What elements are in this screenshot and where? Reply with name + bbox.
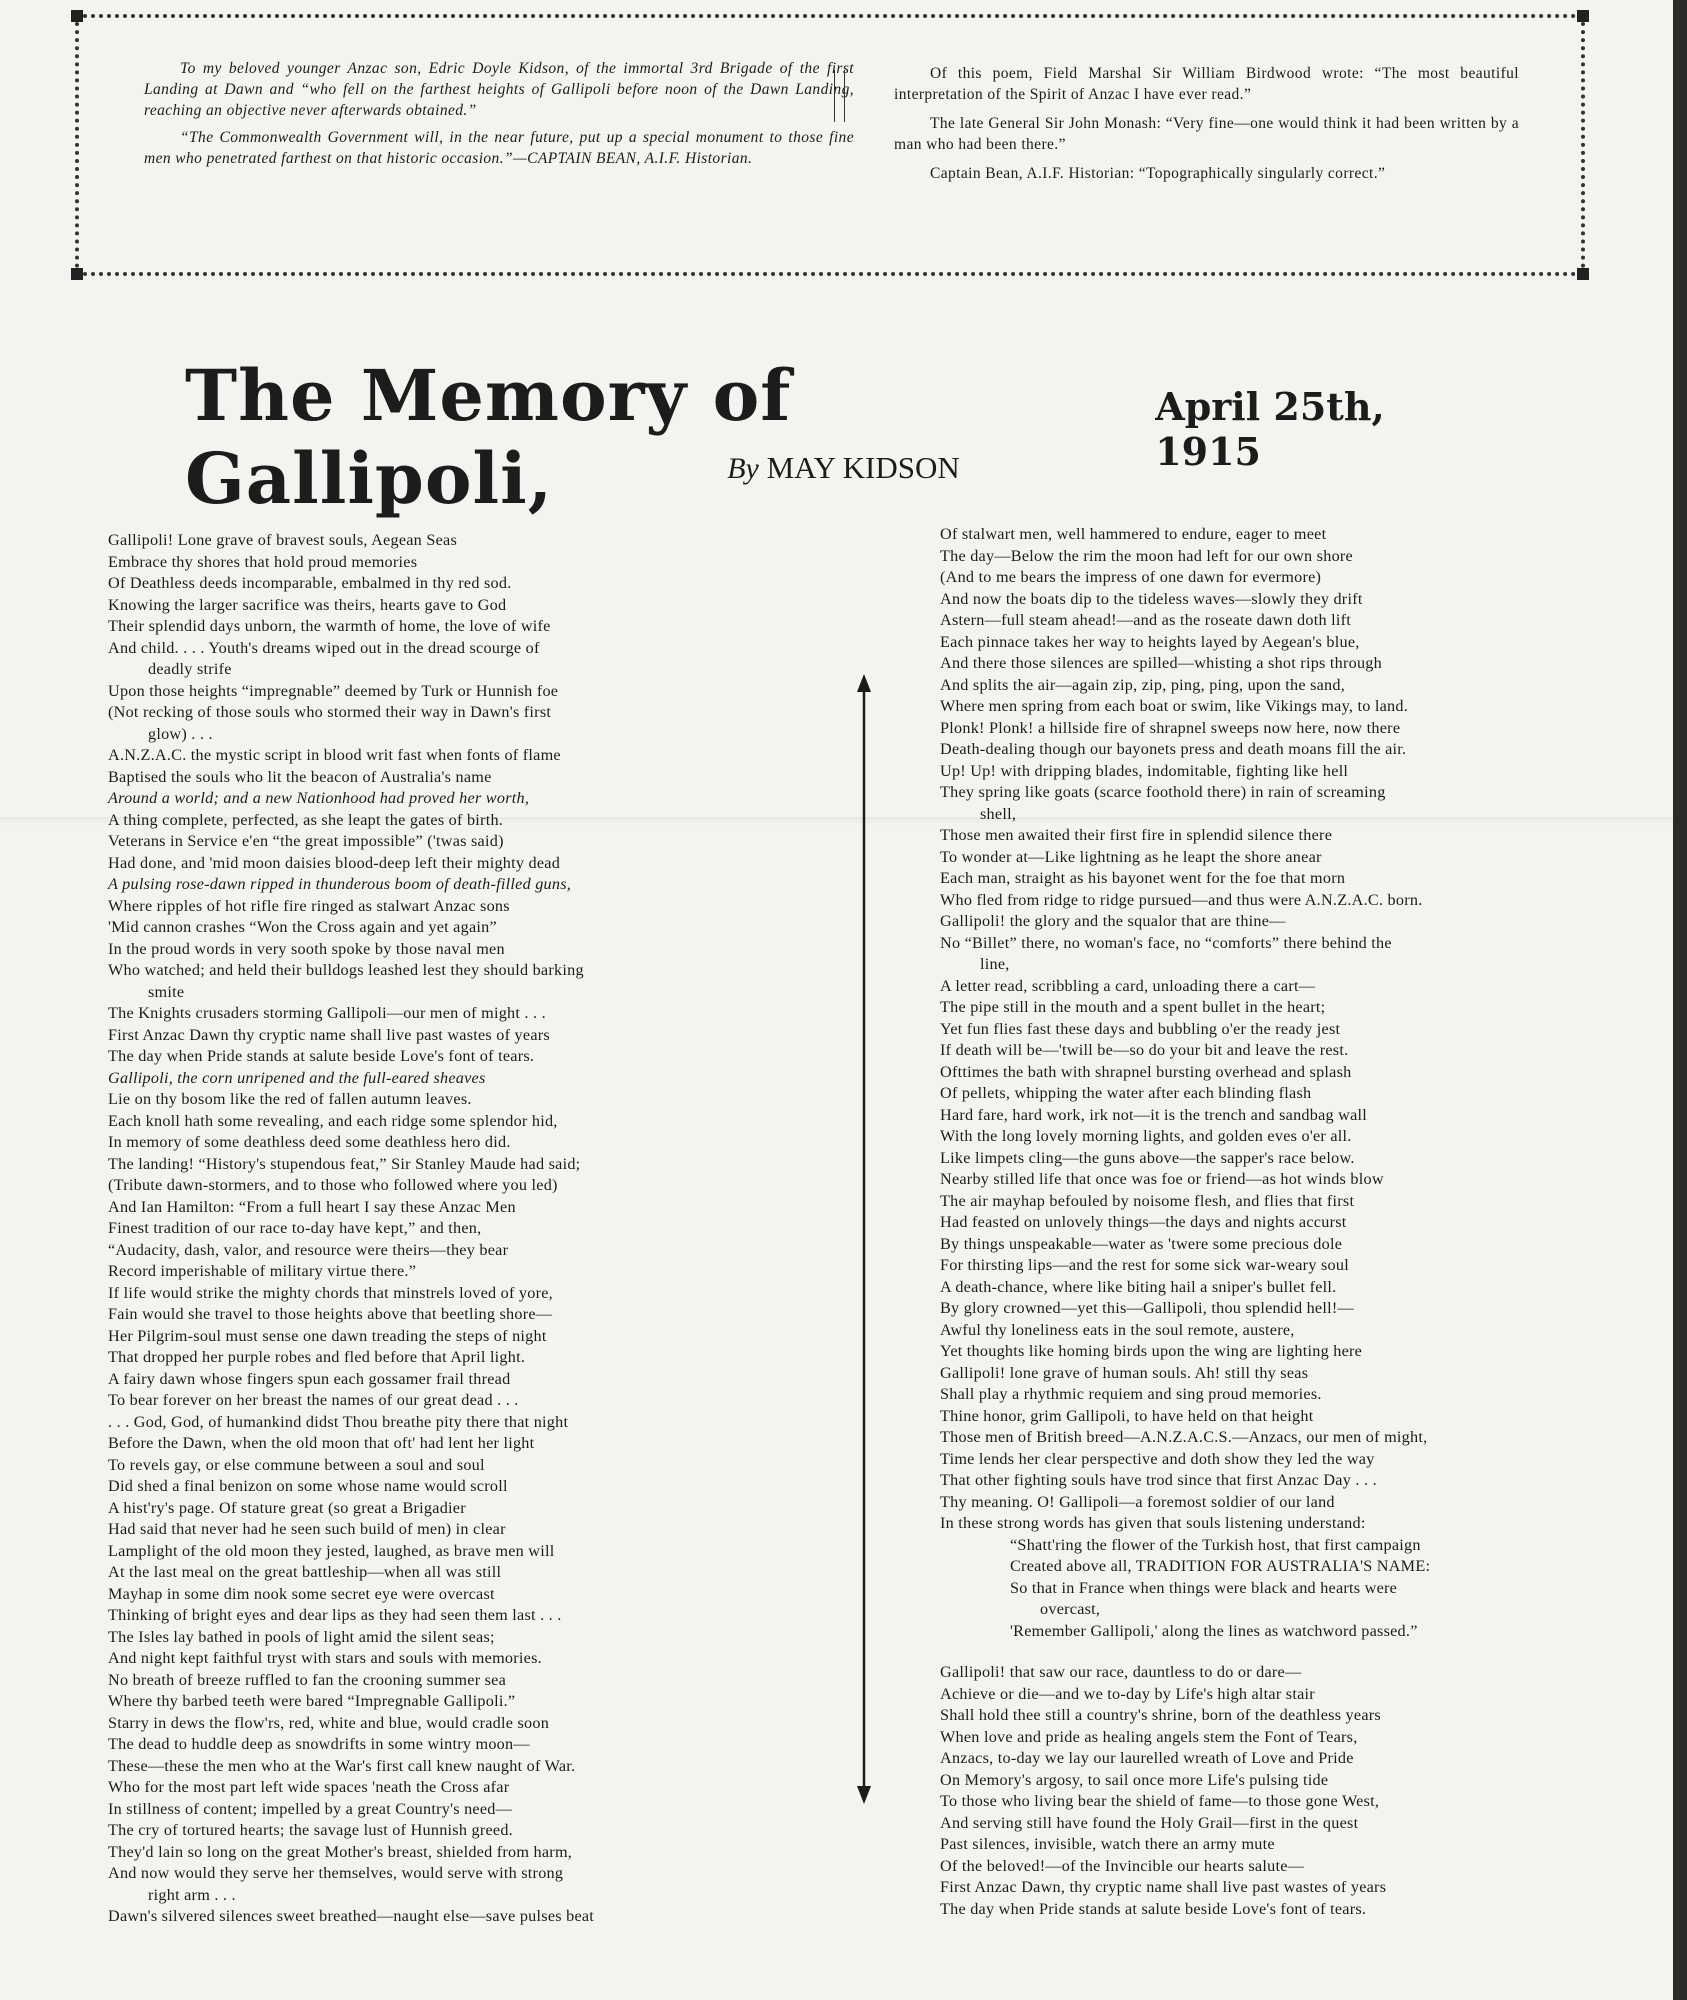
corner-mark bbox=[71, 10, 83, 22]
poem-line: Starry in dews the flow'rs, red, white and blue, would cradle soon bbox=[108, 1713, 550, 1732]
poem-line: And Ian Hamilton: “From a full heart I say these Anzac Men bbox=[108, 1197, 516, 1216]
page-title bbox=[185, 354, 1485, 520]
column-divider bbox=[856, 674, 872, 1804]
dedication-paragraph: “The Commonwealth Government will, in the near future, put up a special monument to those fine men who penetrated farthest on that historic occasion.”—CAPTAIN BEAN, A.I.F. Historian. bbox=[144, 129, 854, 167]
poem-line: Gallipoli! lone grave of human souls. Ah! still thy seas bbox=[940, 1363, 1309, 1382]
poem-line: Of stalwart men, well hammered to endure, eager to meet bbox=[940, 525, 1327, 543]
poem-line: And splits the air—again zip, zip, ping, ping, upon the sand, bbox=[940, 675, 1346, 694]
poem-line: They spring like goats (scarce foothold there) in rain of screaming bbox=[940, 783, 1386, 801]
poem-line: Around a world; and a new Nationhood had proved her worth, bbox=[108, 789, 530, 807]
poem-line: Those men awaited their first fire in splendid silence there bbox=[940, 826, 1333, 844]
title-main: The Memory of Gallipoli, bbox=[185, 354, 792, 520]
poem-line: Gallipoli! the glory and the squalor that are thine— bbox=[940, 912, 1286, 930]
poem-line: Shall hold thee still a country's shrine, born of the deathless years bbox=[940, 1706, 1381, 1724]
poem-line: Had done, and 'mid moon daisies blood-deep left their mighty dead bbox=[108, 853, 561, 872]
corner-mark bbox=[1577, 10, 1589, 22]
poem-line: To revels gay, or else commune between a soul and soul bbox=[108, 1455, 485, 1474]
poem-line: Past silences, invisible, watch there an army mute bbox=[940, 1835, 1275, 1853]
poem-line: At the last meal on the great battleship—when all was still bbox=[108, 1563, 502, 1581]
poem-line: Awful thy loneliness eats in the soul remote, austere, bbox=[940, 1320, 1295, 1339]
poem-line bbox=[940, 1642, 1630, 1662]
poem-line: (And to me bears the impress of one dawn for evermore) bbox=[940, 568, 1322, 586]
poem-line: . . . God, God, of humankind didst Thou breathe pity there that night bbox=[108, 1412, 569, 1431]
poem-line: Fain would she travel to those heights above that beetling shore— bbox=[108, 1305, 553, 1323]
poem-line: Gallipoli, the corn unripened and the full-eared sheaves bbox=[108, 1068, 486, 1087]
poem-column-right bbox=[940, 524, 1630, 1920]
poem-line: The pipe still in the mouth and a spent bullet in the heart; bbox=[940, 998, 1326, 1016]
poem-line: Record imperishable of military virtue there.” bbox=[108, 1262, 417, 1280]
poem-line: In the proud words in very sooth spoke by those naval men bbox=[108, 939, 505, 958]
byline-by: By bbox=[727, 452, 759, 485]
poem-line: These—these the men who at the War's first call knew naught of War. bbox=[108, 1756, 576, 1775]
poem-line: Time lends her clear perspective and doth show they led the way bbox=[940, 1449, 1375, 1468]
poem-line: The day when Pride stands at salute beside Love's font of tears. bbox=[108, 1047, 535, 1065]
endorsements bbox=[894, 63, 1519, 192]
endorsement-quote: Of this poem, Field Marshal Sir William Birdwood wrote: “The most beautiful interpretation of the Spirit of Anzac I have ever read.” bbox=[894, 65, 1519, 103]
poem-line: Each knoll hath some revealing, and each ridge some splendor hid, bbox=[108, 1111, 558, 1130]
header-box bbox=[75, 14, 1585, 276]
poem-line: On Memory's argosy, to sail once more Life's pulsing tide bbox=[940, 1770, 1329, 1789]
poem-line: glow) . . . bbox=[148, 724, 213, 743]
endorsement-quote: The late General Sir John Monash: “Very fine—one would think it had been written by a man who had been there.” bbox=[894, 115, 1519, 153]
poem-line: (Not recking of those souls who stormed their way in Dawn's first bbox=[108, 703, 552, 721]
poem-line: Created above all, TRADITION FOR AUSTRALIA'S NAME: bbox=[1010, 1557, 1431, 1575]
poem-line: Yet fun flies fast these days and bubbling o'er the ready jest bbox=[940, 1019, 1341, 1038]
poem-line: Of Deathless deeds incomparable, embalmed in thy red sod. bbox=[108, 574, 512, 592]
poem-line: The day when Pride stands at salute beside Love's font of tears. bbox=[940, 1899, 1367, 1918]
poem-line: If death will be—'twill be—so do your bit and leave the rest. bbox=[940, 1041, 1349, 1059]
poem-line: And now would they serve her themselves, would serve with strong bbox=[108, 1864, 564, 1882]
poem-line: Thy meaning. O! Gallipoli—a foremost soldier of our land bbox=[940, 1492, 1335, 1511]
poem-line: A.N.Z.A.C. the mystic script in blood writ fast when fonts of flame bbox=[108, 746, 561, 764]
poem-line: Who for the most part left wide spaces 'neath the Cross afar bbox=[108, 1778, 510, 1796]
poem-line: Where thy barbed teeth were bared “Impregnable Gallipoli.” bbox=[108, 1692, 516, 1710]
corner-mark bbox=[71, 268, 83, 280]
dedication bbox=[144, 58, 854, 169]
poem-line: Where ripples of hot rifle fire ringed as stalwart Anzac sons bbox=[108, 896, 510, 915]
poem-line: To those who living bear the shield of fame—to those gone West, bbox=[940, 1792, 1380, 1810]
poem-line: Hard fare, hard work, irk not—it is the trench and sandbag wall bbox=[940, 1105, 1368, 1124]
poem-line: Had said that never had he seen such build of men) in clear bbox=[108, 1520, 506, 1538]
poem-line: Who fled from ridge to ridge pursued—and thus were A.N.Z.A.C. born. bbox=[940, 890, 1423, 909]
title-date: April 25th, 1915 bbox=[1155, 384, 1385, 474]
poem-line: Their splendid days unborn, the warmth of home, the love of wife bbox=[108, 617, 551, 635]
poem-line: Veterans in Service e'en “the great impossible” ('twas said) bbox=[108, 832, 504, 850]
poem-line: First Anzac Dawn thy cryptic name shall live past wastes of years bbox=[108, 1025, 550, 1044]
header-separator bbox=[834, 70, 845, 122]
poem-line: Thinking of bright eyes and dear lips as they had seen them last . . . bbox=[108, 1606, 562, 1624]
poem-line: Ofttimes the bath with shrapnel bursting overhead and splash bbox=[940, 1062, 1352, 1081]
poem-line: Who watched; and held their bulldogs leashed lest they should barking bbox=[108, 961, 584, 979]
poem-line: For thirsting lips—and the rest for some sick war-weary soul bbox=[940, 1256, 1349, 1274]
poem-line: Did shed a final benizon on some whose name would scroll bbox=[108, 1477, 508, 1495]
byline-author: MAY KIDSON bbox=[766, 450, 960, 485]
poem-column-left bbox=[108, 530, 808, 1928]
poem-line: Gallipoli! that saw our race, dauntless to do or dare— bbox=[940, 1663, 1302, 1681]
poem-line: “Audacity, dash, valor, and resource were theirs—they bear bbox=[108, 1240, 509, 1259]
poem-line: Before the Dawn, when the old moon that oft' had lent her light bbox=[108, 1434, 535, 1452]
poem-line: overcast, bbox=[1040, 1600, 1101, 1618]
poem-line: 'Mid cannon crashes “Won the Cross again and yet again” bbox=[108, 918, 497, 936]
poem-line: And night kept faithful tryst with stars and souls with memories. bbox=[108, 1649, 542, 1667]
poem-line: The dead to huddle deep as snowdrifts in some wintry moon— bbox=[108, 1735, 530, 1753]
page-edge bbox=[1673, 0, 1687, 2000]
poem-line: Dawn's silvered silences sweet breathed—naught else—save pulses beat bbox=[108, 1907, 595, 1925]
poem-line: And now the boats dip to the tideless waves—slowly they drift bbox=[940, 589, 1363, 608]
poem-line: line, bbox=[980, 955, 1010, 973]
poem-line: Upon those heights “impregnable” deemed by Turk or Hunnish foe bbox=[108, 681, 559, 700]
poem-line: The cry of tortured hearts; the savage lust of Hunnish greed. bbox=[108, 1821, 513, 1839]
poem-line: Plonk! Plonk! a hillside fire of shrapnel sweeps now here, now there bbox=[940, 718, 1401, 737]
poem-line: Lamplight of the old moon they jested, laughed, as brave men will bbox=[108, 1541, 555, 1560]
poem-line: The landing! “History's stupendous feat,” Sir Stanley Maude had said; bbox=[108, 1154, 581, 1173]
poem-line: smite bbox=[148, 982, 185, 1001]
poem-line: Up! Up! with dripping blades, indomitable, fighting like hell bbox=[940, 761, 1349, 780]
endorsement-quote: Captain Bean, A.I.F. Historian: “Topographically singularly correct.” bbox=[930, 165, 1386, 182]
poem-line: Nearby stilled life that once was foe or friend—as hot winds blow bbox=[940, 1170, 1384, 1188]
poem-line: A pulsing rose-dawn ripped in thunderous boom of death-filled guns, bbox=[108, 875, 572, 893]
poem-line: A letter read, scribbling a card, unloading there a cart— bbox=[940, 976, 1316, 995]
poem-line: The air mayhap befouled by noisome flesh, and flies that first bbox=[940, 1191, 1355, 1210]
poem-line: Baptised the souls who lit the beacon of Australia's name bbox=[108, 767, 492, 786]
poem-line: Yet thoughts like homing birds upon the wing are lighting here bbox=[940, 1342, 1363, 1360]
poem-line: A death-chance, where like biting hail a sniper's bullet fell. bbox=[940, 1277, 1337, 1296]
poem-line: That other fighting souls have trod since that first Anzac Day . . . bbox=[940, 1471, 1377, 1489]
double-arrow-icon bbox=[856, 674, 872, 1804]
poem-line: By things unspeakable—water as 'twere some precious dole bbox=[940, 1234, 1343, 1253]
poem-line: 'Remember Gallipoli,' along the lines as watchword passed.” bbox=[1010, 1621, 1418, 1640]
poem-line: Gallipoli! Lone grave of bravest souls, Aegean Seas bbox=[108, 531, 457, 549]
poem-line: (Tribute dawn-stormers, and to those who followed where you led) bbox=[108, 1176, 558, 1194]
poem-line: Thine honor, grim Gallipoli, to have held on that height bbox=[940, 1406, 1314, 1425]
poem-line: No “Billet” there, no woman's face, no “comforts” there behind the bbox=[940, 933, 1392, 952]
dedication-paragraph: To my beloved younger Anzac son, Edric Doyle Kidson, of the immortal 3rd Brigade of the first Landing at Dawn and “who fell on the farthest heights of Gallipoli before noon of the Dawn Landing, reaching an objective never afterwards obtained.” bbox=[144, 60, 854, 119]
poem-line: A hist'ry's page. Of stature great (so great a Brigadier bbox=[108, 1498, 466, 1517]
poem-line: Finest tradition of our race to-day have kept,” and then, bbox=[108, 1219, 482, 1237]
poem-line: No breath of breeze ruffled to fan the crooning summer sea bbox=[108, 1670, 507, 1689]
poem-line: First Anzac Dawn, thy cryptic name shall live past wastes of years bbox=[940, 1878, 1387, 1896]
poem-line: Death-dealing though our bayonets press and death moans fill the air. bbox=[940, 740, 1407, 758]
poem-line: With the long lovely morning lights, and golden eves o'er all. bbox=[940, 1127, 1352, 1145]
poem-line: Like limpets cling—the guns above—the sapper's race below. bbox=[940, 1148, 1355, 1167]
poem-line: The day—Below the rim the moon had left for our own shore bbox=[940, 546, 1353, 565]
poem-line: In stillness of content; impelled by a great Country's need— bbox=[108, 1799, 513, 1818]
poem-line: A thing complete, perfected, as she leapt the gates of birth. bbox=[108, 810, 504, 829]
byline bbox=[0, 450, 1687, 486]
poem-line: They'd lain so long on the great Mother's breast, shielded from harm, bbox=[108, 1842, 573, 1861]
poem-line: Mayhap in some dim nook some secret eye were overcast bbox=[108, 1584, 495, 1603]
poem-line: Shall play a rhythmic requiem and sing proud memories. bbox=[940, 1385, 1322, 1403]
poem-line: Lie on thy bosom like the red of fallen autumn leaves. bbox=[108, 1090, 472, 1108]
poem-line: right arm . . . bbox=[148, 1885, 236, 1904]
poem-line: Of the beloved!—of the Invincible our hearts salute— bbox=[940, 1856, 1305, 1875]
poem-line: Of pellets, whipping the water after each blinding flash bbox=[940, 1084, 1312, 1102]
poem-line: To wonder at—Like lightning as he leapt the shore anear bbox=[940, 847, 1322, 866]
poem-line: Anzacs, to-day we lay our laurelled wreath of Love and Pride bbox=[940, 1749, 1354, 1767]
poem-line: If life would strike the mighty chords that minstrels loved of yore, bbox=[108, 1283, 553, 1302]
poem-line: A fairy dawn whose fingers spun each gossamer frail thread bbox=[108, 1369, 511, 1388]
poem-line: Her Pilgrim-soul must sense one dawn treading the steps of night bbox=[108, 1326, 547, 1345]
poem-line: “Shatt'ring the flower of the Turkish host, that first campaign bbox=[1010, 1535, 1421, 1554]
poem-line: In these strong words has given that souls listening understand: bbox=[940, 1514, 1366, 1532]
poem-line: Those men of British breed—A.N.Z.A.C.S.—Anzacs, our men of might, bbox=[940, 1428, 1428, 1446]
poem-line: That dropped her purple robes and fled before that April light. bbox=[108, 1348, 526, 1366]
poem-line: Had feasted on unlovely things—the days and nights accurst bbox=[940, 1213, 1347, 1231]
poem-line: Each man, straight as his bayonet went for the foe that morn bbox=[940, 869, 1346, 887]
poem-line: And child. . . . Youth's dreams wiped out in the dread scourge of bbox=[108, 638, 540, 657]
poem-line: The Knights crusaders storming Gallipoli—our men of might . . . bbox=[108, 1004, 546, 1022]
poem-line: So that in France when things were black and hearts were bbox=[1010, 1578, 1398, 1597]
poem-line: And there those silences are spilled—whisting a shot rips through bbox=[940, 654, 1382, 672]
poem-line: In memory of some deathless deed some deathless hero did. bbox=[108, 1133, 511, 1151]
corner-mark bbox=[1577, 268, 1589, 280]
poem-line: To bear forever on her breast the names of our great dead . . . bbox=[108, 1391, 519, 1409]
poem-line: The Isles lay bathed in pools of light amid the silent seas; bbox=[108, 1627, 495, 1646]
poem-line: shell, bbox=[980, 804, 1017, 823]
poem-line: By glory crowned—yet this—Gallipoli, thou splendid hell!— bbox=[940, 1299, 1354, 1317]
poem-line: Embrace thy shores that hold proud memories bbox=[108, 552, 418, 571]
poem-line: Astern—full steam ahead!—and as the roseate dawn doth lift bbox=[940, 611, 1351, 629]
poem-line: Where men spring from each boat or swim, like Vikings may, to land. bbox=[940, 697, 1409, 715]
poem-line: Knowing the larger sacrifice was theirs, hearts gave to God bbox=[108, 595, 507, 614]
poem-line: Each pinnace takes her way to heights layed by Aegean's blue, bbox=[940, 632, 1360, 651]
poem-line: Achieve or die—and we to-day by Life's high altar stair bbox=[940, 1684, 1315, 1703]
poem-line: And serving still have found the Holy Grail—first in the quest bbox=[940, 1813, 1359, 1832]
poem-line: deadly strife bbox=[148, 660, 232, 678]
poem-line: When love and pride as healing angels stem the Font of Tears, bbox=[940, 1727, 1358, 1746]
